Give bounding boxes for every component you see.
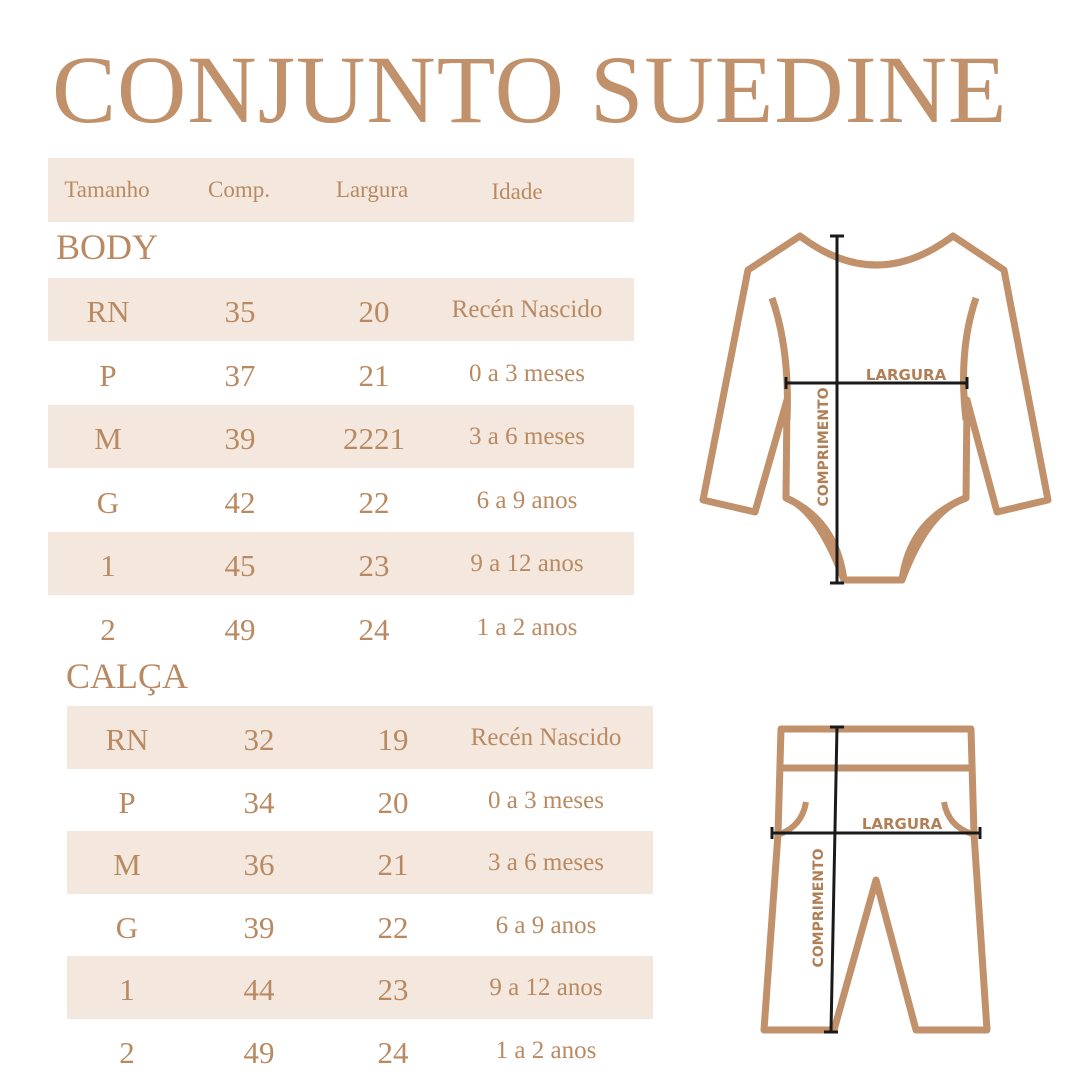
cell-length: 32	[243, 722, 275, 757]
cell-age: 3 a 6 meses	[469, 423, 585, 450]
cell-age: Recén Nascido	[451, 296, 603, 323]
cell-size: 1	[100, 548, 116, 583]
section-body-label: BODY	[56, 227, 159, 267]
cell-width: 20	[377, 784, 409, 820]
cell-width: 24	[377, 1034, 409, 1070]
cell-size: 2	[100, 611, 116, 647]
cell-size: M	[113, 847, 141, 882]
cell-age: 9 a 12 anos	[489, 974, 603, 1001]
cell-width: 21	[358, 357, 390, 393]
cell-age: 0 a 3 meses	[488, 786, 604, 814]
cell-size: 2	[119, 1034, 135, 1070]
cell-age: 0 a 3 meses	[469, 359, 585, 387]
cell-width: 22	[358, 484, 390, 520]
cell-age: 3 a 6 meses	[488, 849, 604, 876]
section-calca-label: CALÇA	[66, 656, 189, 696]
cell-length: 49	[224, 611, 256, 647]
cell-length: 39	[224, 421, 256, 456]
cell-size: RN	[86, 294, 130, 329]
cell-length: 34	[243, 784, 275, 820]
cell-size: RN	[105, 722, 149, 757]
pants-left-pocket	[780, 802, 806, 834]
header-width: Largura	[335, 177, 409, 202]
cell-length: 45	[224, 548, 256, 583]
cell-size: 1	[119, 972, 135, 1007]
body-length-label: COMPRIMENTO	[816, 387, 832, 507]
header-size: Tamanho	[64, 177, 150, 202]
cell-size: G	[115, 909, 139, 945]
pants-length-line	[831, 727, 837, 1032]
cell-length: 39	[243, 909, 275, 945]
cell-age: 9 a 12 anos	[470, 550, 584, 577]
header-age: Idade	[491, 179, 543, 204]
cell-length: 36	[243, 847, 275, 882]
header-length: Comp.	[208, 177, 270, 202]
cell-width: 23	[358, 548, 390, 583]
cell-width: 23	[377, 972, 409, 1007]
pants-outline	[764, 729, 987, 1030]
cell-length: 49	[243, 1034, 275, 1070]
cell-size: P	[99, 357, 117, 393]
cell-width: 24	[358, 611, 390, 647]
cell-age: 6 a 9 anos	[495, 911, 597, 939]
cell-length: 37	[224, 357, 256, 393]
cell-length: 35	[224, 294, 256, 329]
cell-width: 21	[377, 847, 409, 882]
cell-age: 1 a 2 anos	[476, 613, 578, 641]
cell-age: 6 a 9 anos	[476, 486, 578, 514]
cell-width: 19	[377, 722, 409, 757]
cell-size: P	[118, 784, 136, 820]
pants-right-pocket	[944, 802, 972, 834]
cell-length: 42	[224, 484, 256, 520]
cell-length: 44	[243, 972, 275, 1007]
pants-length-label: COMPRIMENTO	[811, 848, 827, 968]
page-title: CONJUNTO SUEDINE	[52, 36, 1008, 143]
cell-age: Recén Nascido	[470, 724, 622, 751]
cell-size: G	[96, 484, 120, 520]
body-width-label: LARGURA	[865, 366, 947, 384]
cell-width: 22	[377, 909, 409, 945]
pants-width-label: LARGURA	[861, 815, 943, 833]
cell-width: 2221	[343, 421, 405, 456]
cell-width: 20	[358, 294, 390, 329]
cell-age: 1 a 2 anos	[495, 1036, 597, 1064]
cell-size: M	[94, 421, 122, 456]
